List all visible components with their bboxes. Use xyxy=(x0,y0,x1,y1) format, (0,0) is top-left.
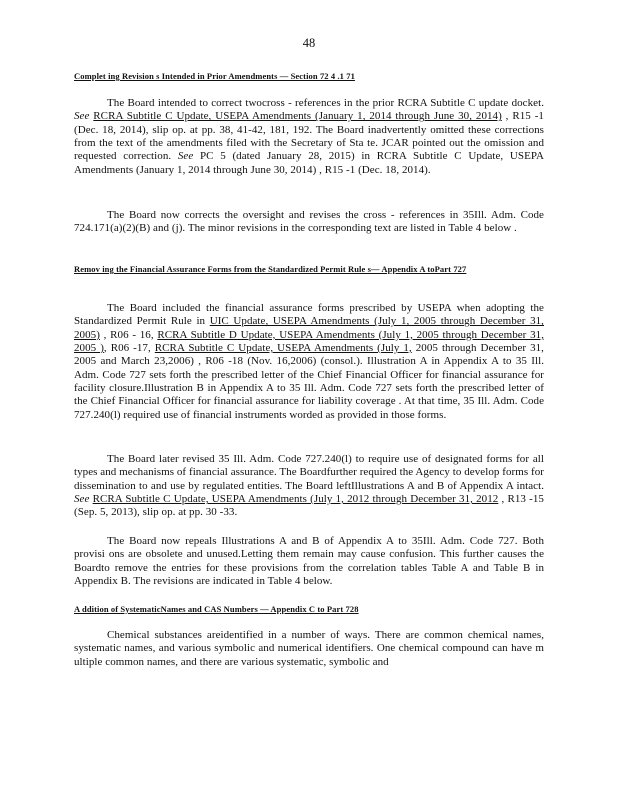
text-run: The Board intended to correct twocross - references in the prior RCRA Subtitle C update docket. xyxy=(107,97,544,109)
text-run: , R06 - 16, xyxy=(99,328,158,341)
section-heading-systematic-names xyxy=(74,603,542,615)
paragraph-4 xyxy=(74,453,544,520)
citation-underlined: RCRA Subtitle C Update, USEPA Amendments (January 1, 2014 through June 30, 2014) xyxy=(93,110,502,123)
paragraph-3 xyxy=(74,302,544,422)
paragraph-6 xyxy=(74,629,544,669)
text-run-italic: See xyxy=(74,110,90,123)
text-run: Chemical substances areidentified in a number of ways. There are common chemical names, systematic names, and various symbolic and numerical identifiers. One chemical compound can have m ultiple common names, and there are various systematic, symbolic and xyxy=(74,629,544,668)
text-run: The Board now corrects the oversight and revises the cross - references in 35Ill. Adm. Code 724.171(a)(2)(B) and (j). The minor revisions in the corresponding text are listed in Table 4 below . xyxy=(74,209,544,235)
paragraph-1 xyxy=(74,97,544,177)
text-run: The Board now repeals Illustrations A and B of Appendix A to 35Ill. Adm. Code 727. Both provisi ons are obsolete and unused.Letting them remain may cause confusion. This further causes the Boardto remove the entries for these provisions from the correlation tables Table A and Table B in Appendix B. The revisions are indicated in Table 4 below. xyxy=(74,535,544,588)
text-run-italic: See xyxy=(177,150,194,163)
text-run: , R15 -1 (Dec. 18, 2014), slip op. at pp. 38, 41-42, 181, 192. The Board inadvertently omitted these corrections from the text of the amendments filed with the Secretary of Sta te. JCAR pointed out the omission and requested correction. xyxy=(74,110,544,163)
section-heading-removing-forms xyxy=(74,263,542,275)
section-heading-completing-revisions xyxy=(74,70,542,82)
text-run: The Board included the financial assurance forms prescribed by USEPA when adopting the Standardized Permit Rule in xyxy=(74,302,544,328)
citation-underlined: RCRA Subtitle C Update, USEPA Amendments (July 1, xyxy=(154,342,412,355)
citation-underlined: RCRA Subtitle D Update, USEPA Amendments (July 1, 2005 through December 31, 2005 ) xyxy=(74,328,544,355)
text-run: 2005 through December 31, 2005 and March 23,2006) , R06 -18 (Nov. 16,2006) (consol.). Illustration A in Appendix A to 35 Ill. Adm. Code 727 sets forth the prescribed letter of the Chief Financial Officer for financial assurance for facility closure.Illustration B in Appendix A to 35 Ill. Adm. Code 727 sets forth the prescribed letter of the Chief Financial Officer for financial assurance for liability coverage . At that time, 35 Ill. Adm. Code 727.240(l) required use of financial instruments worded as provided in those forms. xyxy=(74,342,544,421)
text-run: , R06 -17, xyxy=(103,342,155,355)
text-run-italic: See xyxy=(74,493,90,506)
citation-underlined: RCRA Subtitle C Update, USEPA Amendments (July 1, 2012 through December 31, 2012 xyxy=(92,493,499,506)
heading-text: Remov ing the Financial Assurance Forms from the Standardized Permit Rule s— Appendix A toPart 727 xyxy=(74,264,467,274)
heading-text: Complet ing Revision s Intended in Prior Amendments — Section 72 4 .1 71 xyxy=(74,71,355,81)
paragraph-5 xyxy=(74,535,544,588)
text-run: , R13 -15 (Sep. 5, 2013), slip op. at pp. 30 -33. xyxy=(74,493,544,519)
heading-text: A ddition of SystematicNames and CAS Numbers — Appendix C to Part 728 xyxy=(74,604,359,614)
page-number: 48 xyxy=(302,36,316,50)
citation-underlined: UIC Update, USEPA Amendments (July 1, 2005 through December 31, 2005) xyxy=(74,315,544,341)
text-run: PC 5 (dated January 28, 2015) in RCRA Subtitle C Update, USEPA Amendments (January 1, 2014 through June 30, 2014) , R15 -1 (Dec. 18, 2014). xyxy=(74,150,544,176)
paragraph-2 xyxy=(74,209,544,236)
text-run: The Board later revised 35 Ill. Adm. Code 727.240(l) to require use of designated forms for all types and mechanisms of financial assurance. The Boardfurther required the Agency to develop forms for dissemination to and use by regulated entities. The Board leftIllustrations A and B of Appendix A intact. xyxy=(74,453,544,492)
